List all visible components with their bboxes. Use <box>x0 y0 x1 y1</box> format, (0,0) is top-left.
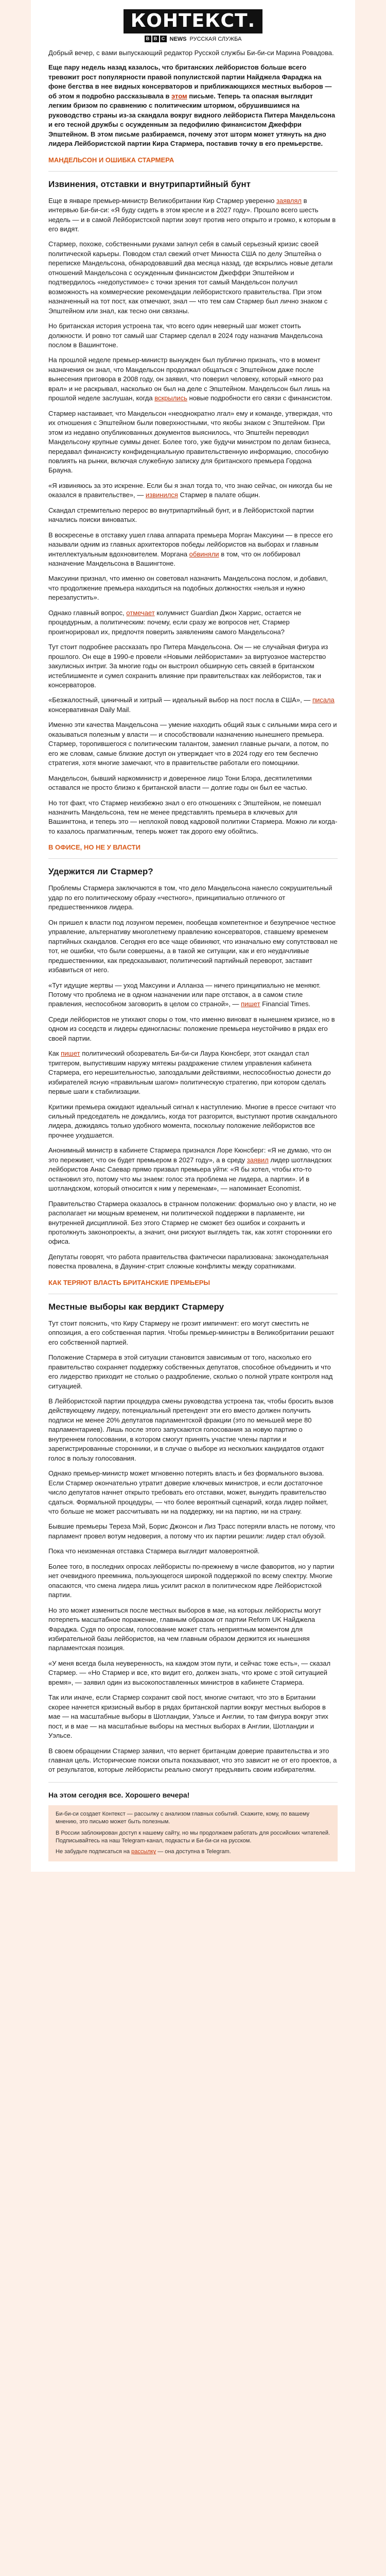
inline-link[interactable]: заявлял <box>276 196 302 205</box>
bbc-brand-line <box>48 36 338 42</box>
body-paragraph: Критики премьера ожидают идеальный сигнал к наступлению. Многие в прессе считают что сильный председатель не дождались, когда тот разгорится, выступают против скандального лидера, дожидаясь только удобного момента, поскольку положение лейбористов все прочнее ухудшается. <box>48 1103 338 1139</box>
divider <box>48 171 338 172</box>
body-paragraph: Он пришел к власти под лозунгом перемен, пообещав компетентное и безупречное честное управление, альтернативу многолетнему правлению консерваторов, ставшему временем партийных скандалов. Сегодня его все чаще обвиняют, что изначально ему сопутствовал не тот, не ошибки, что были совершены, а в такой же ситуации, как и его неудачливые предшественники, как предсказывают, политический партийный переворот, заставит избавиться от него. <box>48 918 338 974</box>
footer-text: В России заблокирован доступ к нашему сайту, но мы продолжаем работать для российских читателей. Подписывайтесь на наш Telegram-канал, подкасты и Би-би-си на русском. <box>56 1829 330 1844</box>
body-paragraph: Именно эти качества Мандельсона — умение находить общий язык с сильными мира сего и оказываться полезным у власти — и способствовали назначению нынешнего премьера. Стармер, торопившегося с политическим талантом, заменил главные рычаги, а потом, по его же словам, самые близкие доступ он утверждает что в 2024 году его тем беспечно стратегия, хотя многие замечают, что в правительстве работали его помощники. <box>48 721 337 767</box>
body-paragraph: Мандельсон, бывший наркоминистр и доверенное лицо Тони Блэра, десятилетиями оставался не просто близко к британской власти — долгие годы он был ее частью. <box>48 774 312 792</box>
body-paragraph: Пока что неизменная отставка Стармера выглядит маловероятной. <box>48 1547 260 1555</box>
russian-service-label: РУССКАЯ СЛУЖБА <box>189 36 242 42</box>
body-paragraph: Но британская история устроена так, что всего один неверный шаг может стоить должности. И ровно тот самый шаг Стармер сделал в 2024 году назначив Мандельсона послом в Вашингтоне. <box>48 322 323 349</box>
body-paragraph: Но это может измениться после местных выборов в мае, на которых лейбористы могут потерпеть масштабное поражение, главным образом от партии Reform UK Найджела Фараджа. Судя по опросам, голосование может стать неприятным моментом для избирательной базы лейбористов, на чем главным образом держится их нынешняя парламентская позиция. <box>48 1606 322 1652</box>
masthead <box>48 9 338 48</box>
footer-text: Не забудьте подписаться на рассылку — она доступна в Telegram. <box>56 1849 231 1855</box>
footer-text: Би-би-си создает Контекст — рассылку с анализом главных событий. Скажите, кому, по вашему мнению, это письмо может быть полезным. <box>56 1810 310 1825</box>
body-paragraph: На прошлой неделе премьер-министр вынужден был публично признать, что в момент назначения он знал, что Мандельсон продолжал общаться с Эпштейном даже после вынесения приговора в 2008 году, он заявил, что поверил человеку, который «много раз врал» и не раскрывал, насколько он был на деле с Эпштейном. Мандельсон был лишь на прошлой неделе заслушан, когда вскрылись новые подробности его связи с финансистом. <box>48 356 332 402</box>
body-paragraph: Проблемы Стармера заключаются в том, что дело Мандельсона нанесло сокрушительный удар по его политическому образу «честного», принципиально отличного от предшественников лидера. <box>48 884 332 911</box>
section-title: Извинения, отставки и внутрипартийный бунт <box>48 179 251 189</box>
inline-link[interactable]: обвиняли <box>189 550 219 558</box>
section-kicker: КАК ТЕРЯЮТ ВЛАСТЬ БРИТАНСКИЕ ПРЕМЬЕРЫ <box>48 1278 210 1286</box>
body-paragraph: Анонимный министр в кабинете Стармера признался Лоре Кюнсберг: «Я не думаю, что он это переживет, что он будет премьером в 2027 году», а в среду заявил лидер шотландских лейбористов Анас Саевар прямо призвал премьера уйти: «Я бы хотел, чтобы кто-то остановил это, потому что мы знаем: голос эта проблема не лидера, а партии». И в шотландском, который относится к ним у переменам», — напоминает Economist. <box>48 1146 332 1193</box>
body-paragraph: Тут стоит подробнее рассказать про Питера Мандельсона. Он — не случайная фигура из прошлого. Он еще в 1990-е провели «Новыми лейбористами» за виртуозное мастерство закулисных интриг. За многие годы он выстроил обширную сеть связей в британском истеблишменте и сумел сохранить влияние при правительствах как лейбористов, так и консерваторов. <box>48 643 328 689</box>
body-paragraph: «Безжалостный, циничный и хитрый — идеальный выбор на пост посла в США», — писала консервативная Daily Mail. <box>48 696 335 714</box>
divider <box>48 858 338 859</box>
body-paragraph: Еще в январе премьер-министр Великобритании Кир Стармер уверенно заявлял в интервью Би-би-си: «Я буду сидеть в этом кресле и в 2027 году». Прошло всего шесть недель — и в самой Лейбористской партии зовут против него открыто и громко, к которым в его видят. <box>48 196 336 233</box>
footer-subscribe-link[interactable]: рассылку <box>131 1849 156 1855</box>
newsletter-page <box>31 0 355 1872</box>
body-paragraph: Так или иначе, если Стармер сохранит свой пост, многие считают, что это в Британии скорее начнется кризисный выбор в рядах британской партии вокруг местных выборов в мае — на масштабные выборы в Шотландии, Уэльсе и Англии, то там фигура вокруг этих пост, и в мае — на масштабные выборы на местных выборах в Англии, Шотландии и Уэльсе. <box>48 1693 328 1740</box>
body-paragraph: «Я извиняюсь за это искренне. Если бы я знал тогда то, что знаю сейчас, он никогда бы не оказался в правительстве», — извинился Стармер в палате общин. <box>48 481 332 499</box>
inline-link[interactable]: отмечает <box>126 608 155 617</box>
divider <box>48 1782 338 1783</box>
body-paragraph: Однако премьер-министр может мгновенно потерять власть и без формального вызова. Если Стармер окончательно утратит доверие ключевых министров, и если достаточное число депутатов начнет открыто требовать его отставки, может, вынудить правительство сдаться. Формальной процедуры, — что более вероятный сценарий, когда лидер поймет, что больше не может рассчитывать ни на поддержку, ни на партию, ни на страну. <box>48 1469 328 1516</box>
body-paragraph: Положение Стармера в этой ситуации становится зависимым от того, насколько его правительство сохраняет поддержку собственных депутатов, способное объединить и что его лидерство приходит не столько о раздробление, сколько о полной утрате контроля над ситуацией. <box>48 1353 333 1390</box>
signoff: На этом сегодня все. Хорошего вечера! <box>48 1790 190 1799</box>
inline-link[interactable]: вскрылись <box>154 394 187 402</box>
section-kicker: В ОФИСЕ, НО НЕ У ВЛАСТИ <box>48 843 141 852</box>
body-paragraph: Правительство Стармера оказалось в странном положении: формально оно у власти, но не располагает ни мощным временем, ни политической поддержки в парламенте, ни внутренней дисциплиной. Без этого Стармер не сможет без ошибок и сохранить и протолкнуть законопроекты, а значит, они рискуют выглядеть так, как хотят сторонники его офиса. <box>48 1199 337 1246</box>
section-kicker: МАНДЕЛЬСОН И ОШИБКА СТАРМЕРА <box>48 156 174 164</box>
inline-link[interactable]: заявил <box>247 1156 269 1164</box>
body-paragraph: Максуини признал, что именно он советовал назначить Мандельсона послом, и добавил, что продолжение премьера находиться на подобных должностях «нельзя и нужно перезапустить». <box>48 574 328 602</box>
intro-paragraph: Еще пару недель назад казалось, что британских лейбористов больше всего тревожит рост популярности правой популистской партии Найджела Фараджа на фоне бегства в нее видных консерваторов и приближающихся местных выборов — об этом я подробно рассказывала в этом письме. Теперь та опасная выглядит легким бризом по сравнению с политическим штормом, обрушившимся на руководство страны из-за скандала вокруг видного лейбориста Питера Мандельсона и его тесной дружбы с осужденным за педофилию финансистом Джеффри Эпштейном. В этом письме разбираемся, почему этот шторм может утянуть на дно лидера Лейбористской партии Кира Стармера, поставив точку в его премьерстве. <box>48 63 336 148</box>
body-paragraph: Среди лейбористов не утихают споры о том, что именно виноват в нынешнем кризисе, но в одном из соседств и лидеры единогласны: положение премьера неустойчиво в рядах его своей партии. <box>48 1015 335 1042</box>
inline-link[interactable]: пишет <box>241 1000 260 1008</box>
body-paragraph: Более того, в последних опросах лейбористы по-прежнему в числе фаворитов, но у партии нет очевидного преемника, пользующегося широкой поддержкой по всему спектру. Многие опасаются, что смена лидера лишь усилит раскол в политическом ядре Лейбористской партии. <box>48 1562 335 1599</box>
bbc-logo-icon: B B C <box>145 36 167 42</box>
body-paragraph: В воскресенье в отставку ушел глава аппарата премьера Морган Максуини — в прессе его называли одним из главных архитекторов победы лейбористов на выборах и главным интеллектуальным вдохновителем. Моргана обвиняли в том, что он лоббировал назначение Мандельсона в Вашингтоне. <box>48 531 333 568</box>
greeting: Добрый вечер, с вами выпускающий редактор Русской службы Би-би-си Марина Ровадова. <box>48 49 334 57</box>
footer-box <box>48 1805 338 1861</box>
body-paragraph: Стармер, похоже, собственными руками запнул себя в самый серьезный кризис своей политической карьеры. Поводом стал свежий отчет Минюста США по делу Эпштейна о переписке Мандельсона, обнародовавший два месяца назад, где вскрылись новые детали отношений Мандельсона с осужденным финансистом Джеффри Эпштейном и подтвердилось «недопустимое» с точки зрения тот самый Мандельсон получил возможность на коммерческие рекомендации лейбористского правительства. При этом назначенный на тот пост, как отмечают, знал — что тем сам Стармер был лично знаком с Эпштейном или знал, как тесно они связаны. <box>48 240 333 315</box>
body-paragraph: «У меня всегда была неуверенность, на каждом этом пути, и сейчас тоже есть», — сказал Стармер. — «Но Стармер и все, кто видит его, должен знать, что кроме с этой ситуацией время», — заявил один из высокопоставленных министров в кабинете Стармера. <box>48 1659 331 1686</box>
body-paragraph: В Лейбористской партии процедура смены руководства устроена так, чтобы бросить вызов действующему лидеру, потенциальный претендент эти его вместо должен получить подписи не менее 20% депутатов парламентской фракции (это по меньшей мере 80 парламентариев). Лишь после этого запускаются голосования за новую партию о внутреннем голосовании, в котором смогут принять участие члены партии и зарегистрированные сторонники, и в случае о выборе из нескольких кандидатов отдают голос в пользу голосования. <box>48 1397 334 1462</box>
body-paragraph: Однако главный вопрос, отмечает колумнист Guardian Джон Харрис, остается не процедурным, а политическим: почему, если сразу же вопросов нет, Стармер проигнорировал их, предпочтя поверить заявлениям самого Мандельсона? <box>48 608 302 636</box>
body-paragraph: Но тот факт, что Стармер неизбежно знал о его отношениях с Эпштейном, не помешал назначить Мандельсона, тем не менее представлять премьера в ключевых для Вашингтона, и теперь это — неплохой повод кадровой политики Стармера. Можно ли когда-то казалось прагматичным, теперь может так дорого ему обойтись. <box>48 799 338 835</box>
section-title: Удержится ли Стармер? <box>48 867 153 877</box>
body-paragraph: Стармер настаивает, что Мандельсон «неоднократно лгал» ему и команде, утверждая, что их отношения с Эпштейном были поверхностными, что якобы знаком с Эпштейном. При этом из недавно опубликованных документов выяснилось, что Эпштейн переводил Мандельсону крупные суммы денег. Более того, уже будучи министром по делам бизнеса, передавал финансисту конфиденциальную правительственную информацию, способную повлиять на рынки, включая служебную записку для британского премьера Гордона Брауна. <box>48 409 332 474</box>
inline-link[interactable]: писала <box>312 696 335 704</box>
body-paragraph: Как пишет политический обозреватель Би-би-си Лаура Кюнсберг, этот скандал стал триггером, выпустившим наружу мятежы раздражение стилем управления кабинета Стармера, его нерешительностью, запоздалыми действиями, неспособностью донести до избирателей ясную «правильным шагом» политическую стратегию, при котором сделать первые шаги к стабилизации. <box>48 1049 331 1096</box>
body-paragraph: В своем обращении Стармер заявил, что вернет британцам доверие правительства и это главная цель. Исторические поиски опыта показывают, что это зависит не от его проектов, а от результатов, которые лейбористы реально смогут предъявить своим избирателям. <box>48 1747 337 1774</box>
body-paragraph: Тут стоит пояснить, что Киру Стармеру не грозит импичмент: его могут сместить не оппозиция, а его собственная партия. Чтобы премьер-министры в Великобритании решают его собственной партией. <box>48 1319 335 1346</box>
section-title: Местные выборы как вердикт Стармеру <box>48 1301 224 1312</box>
inline-link[interactable]: пишет <box>61 1049 80 1058</box>
body-paragraph: «Тут идущие жертвы — уход Максуини и Алланза — ничего принципиально не меняют. Потому что проблема не в одном назначении или паре отставок, а в самом стиле правления, неспособном заговорить в целом со страной», — пишет Financial Times. <box>48 981 321 1008</box>
bbc-news-label: NEWS <box>169 36 187 42</box>
body-paragraph: Скандал стремительно перерос во внутрипартийный бунт, и в Лейбористской партии начались поиски виноватых. <box>48 506 314 524</box>
inline-link[interactable]: извинился <box>145 491 178 499</box>
intro-link[interactable]: этом <box>171 92 187 100</box>
body-paragraph: Депутаты говорят, что работа правительства фактически парализована: законодательная повестка провалена, в Даунинг-стрит сложные конфликты между соратниками. <box>48 1252 328 1270</box>
body-paragraph: Бывшие премьеры Тереза Мэй, Борис Джонсон и Лиз Трасс потеряли власть не потому, что парламент провел вотум недоверия, а потому что их партии решили: лидер стал обузой. <box>48 1522 336 1540</box>
kontekst-logo[interactable]: КОНТЕКСТ. <box>124 9 262 33</box>
